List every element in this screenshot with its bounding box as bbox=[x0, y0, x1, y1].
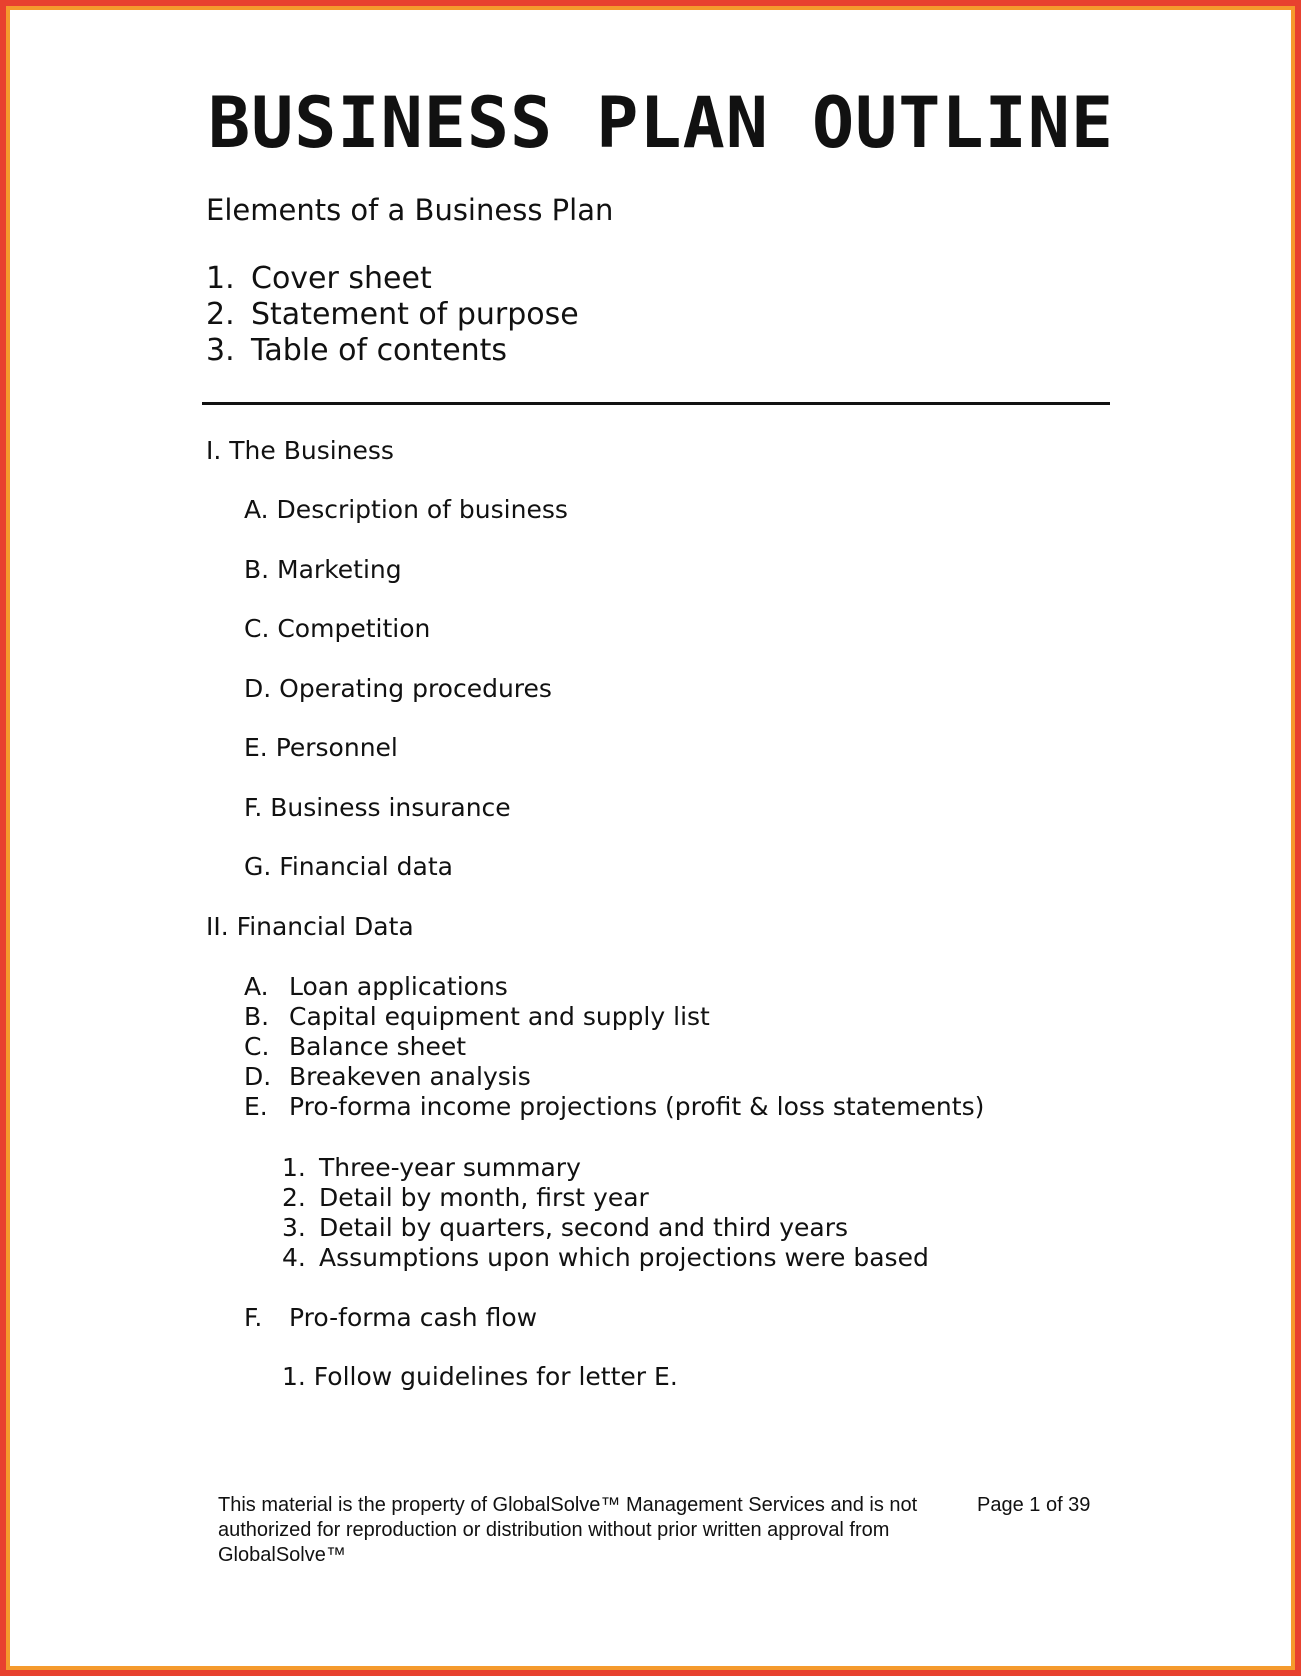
list-item bbox=[244, 1092, 984, 1122]
item-number: 3. bbox=[282, 1213, 306, 1242]
item-text: Detail by month, first year bbox=[319, 1183, 649, 1212]
item-letter: D. bbox=[244, 1062, 272, 1091]
list-item bbox=[244, 1303, 537, 1333]
item-text: Capital equipment and supply list bbox=[289, 1002, 710, 1031]
item-text: Cover sheet bbox=[251, 261, 432, 296]
item-text: Detail by quarters, second and third years bbox=[319, 1213, 849, 1242]
divider-line bbox=[202, 402, 1110, 405]
list-item: F. Business insurance bbox=[244, 793, 511, 822]
item-text: Pro-forma income projections (profit & loss statements) bbox=[289, 1092, 985, 1121]
list-item bbox=[282, 1183, 929, 1213]
item-number: 4. bbox=[282, 1243, 306, 1272]
list-item bbox=[244, 972, 984, 1002]
item-text: Loan applications bbox=[289, 972, 508, 1001]
list-item: C. Competition bbox=[244, 614, 431, 643]
list-item bbox=[244, 1032, 984, 1062]
list-item: E. Personnel bbox=[244, 733, 398, 762]
list-item bbox=[244, 1002, 984, 1032]
list-item bbox=[206, 297, 579, 333]
list-item: A. Description of business bbox=[244, 495, 568, 524]
cash-flow-item bbox=[244, 1303, 537, 1333]
list-item bbox=[206, 261, 579, 297]
footer-copyright: This material is the property of GlobalSolve™ Management Services and is not authorized for reproduction or distribution without prior written approval from GlobalSolve™ bbox=[218, 1494, 918, 1566]
list-item: B. Marketing bbox=[244, 555, 402, 584]
section-heading-business: I. The Business bbox=[206, 436, 394, 465]
item-text: Assumptions upon which projections were based bbox=[319, 1243, 929, 1272]
item-text: Balance sheet bbox=[289, 1032, 467, 1061]
list-item: 1. Follow guidelines for letter E. bbox=[282, 1362, 678, 1391]
list-item bbox=[206, 333, 579, 369]
section-heading-financial: II. Financial Data bbox=[206, 912, 414, 941]
item-text: Table of contents bbox=[251, 333, 508, 368]
page-title: BUSINESS PLAN OUTLINE bbox=[208, 82, 1115, 164]
page-number: Page 1 of 39 bbox=[977, 1494, 1091, 1516]
item-text: Three-year summary bbox=[319, 1153, 581, 1182]
item-number: 2. bbox=[282, 1183, 306, 1212]
item-letter: B. bbox=[244, 1002, 270, 1031]
elements-list bbox=[206, 261, 579, 369]
subtitle: Elements of a Business Plan bbox=[206, 193, 614, 227]
item-letter: C. bbox=[244, 1032, 270, 1061]
item-text: Statement of purpose bbox=[251, 297, 579, 332]
item-text: Pro-forma cash flow bbox=[289, 1303, 538, 1332]
list-item bbox=[244, 1062, 984, 1092]
item-text: Breakeven analysis bbox=[289, 1062, 531, 1091]
list-item bbox=[282, 1153, 929, 1183]
list-item bbox=[282, 1243, 929, 1273]
list-item bbox=[282, 1213, 929, 1243]
item-number: 3. bbox=[206, 333, 235, 368]
list-item: D. Operating procedures bbox=[244, 674, 552, 703]
item-number: 2. bbox=[206, 297, 235, 332]
item-letter: A. bbox=[244, 972, 269, 1001]
item-number: 1. bbox=[282, 1153, 306, 1182]
list-item: G. Financial data bbox=[244, 852, 453, 881]
item-letter: E. bbox=[244, 1092, 268, 1121]
item-number: 1. bbox=[206, 261, 235, 296]
item-letter: F. bbox=[244, 1303, 263, 1332]
projections-sublist bbox=[282, 1153, 929, 1273]
financial-items-list bbox=[244, 972, 984, 1122]
